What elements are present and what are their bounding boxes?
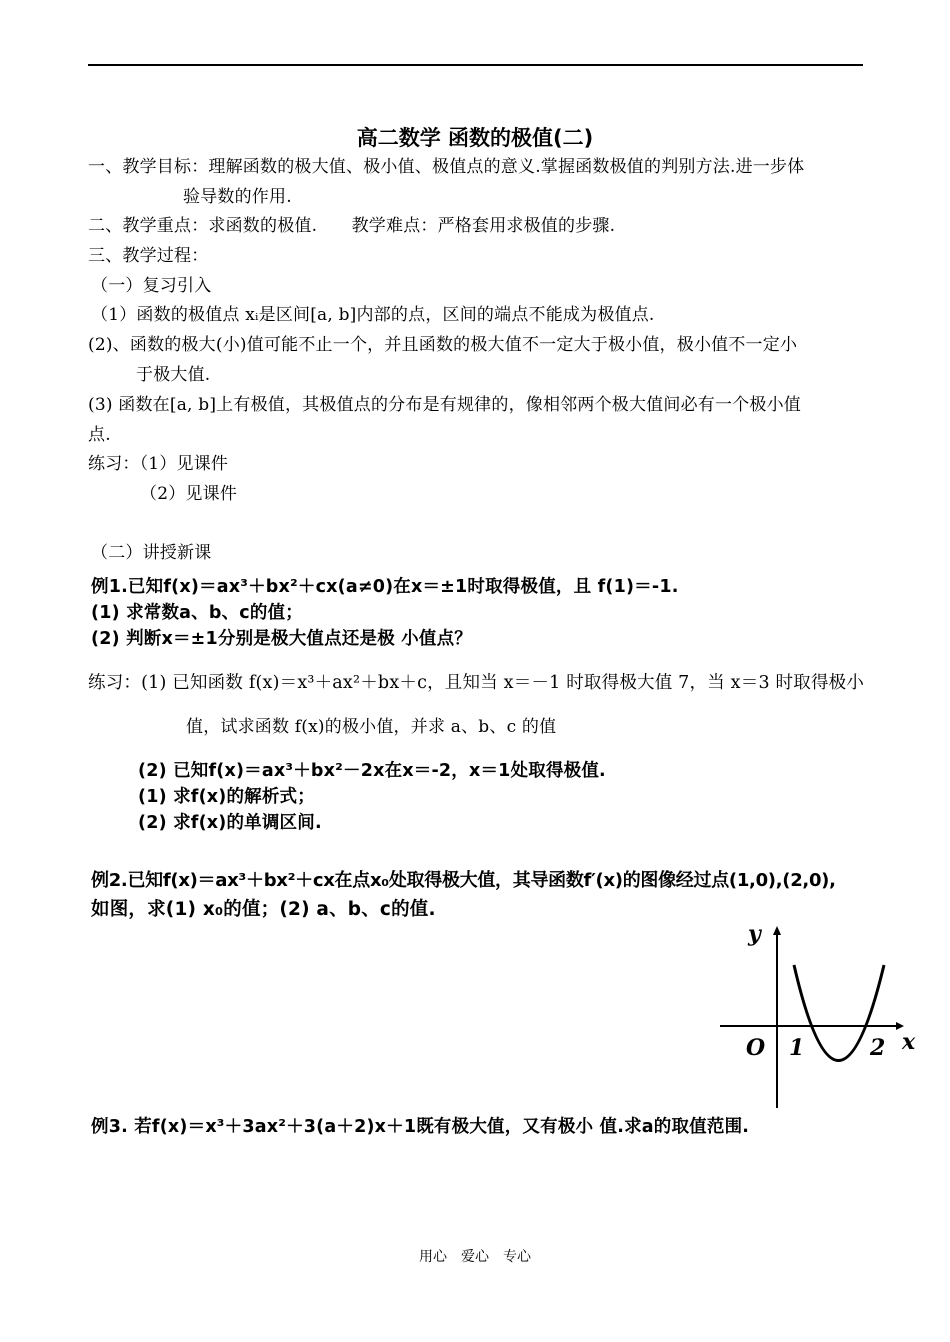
- example-1-line-1: 例1.已知f(x)＝ax³＋bx²＋cx(a≠0)在x＝±1时取得极值，且 f(1)＝-1.: [91, 577, 679, 597]
- process-heading: 三、教学过程：: [88, 246, 209, 266]
- key-points: 二、教学重点：求函数的极值. 教学难点：严格套用求极值的步骤.: [88, 216, 616, 236]
- review-point-3-line-2: 点.: [88, 425, 111, 445]
- example-1-line-2: (1) 求常数a、b、c的值；: [91, 603, 303, 623]
- y-axis-label: y: [748, 921, 761, 947]
- example-2-line-1: 例2.已知f(x)＝ax³＋bx²＋cx在点x₀处取得极大值，其导函数f′(x)的图像经过点(1,0),(2,0),: [91, 870, 836, 891]
- tick-label-2: 2: [870, 1035, 886, 1061]
- derivative-graph: [716, 918, 926, 1113]
- x-axis-label: x: [902, 1029, 916, 1055]
- practice-b-line-1: (2) 已知f(x)＝ax³＋bx²－2x在x＝-2，x＝1处取得极值.: [138, 761, 606, 781]
- review-point-2-line-2: 于极大值.: [136, 365, 211, 385]
- example-3: 例3. 若f(x)＝x³＋3ax²＋3(a＋2)x＋1既有极大值，又有极小 值.求a的取值范围.: [91, 1117, 750, 1137]
- practice-2: （2）见课件: [140, 484, 238, 504]
- page-title: 高二数学 函数的极值(二): [356, 126, 594, 150]
- practice-a-line-2: 值，试求函数 f(x)的极小值，并求 a、b、c 的值: [186, 717, 557, 737]
- review-point-2-line-1: (2)、函数的极大(小)值可能不止一个，并且函数的极大值不一定大于极小值，极小值不一定小: [88, 335, 798, 355]
- review-point-1: （1）函数的极值点 xᵢ是区间[a, b]内部的点，区间的端点不能成为极值点.: [91, 305, 655, 325]
- tick-label-1: 1: [789, 1035, 805, 1061]
- example-2-line-2: 如图，求(1) x₀的值；(2) a、b、c的值.: [91, 899, 436, 920]
- y-axis-arrow: [773, 926, 781, 935]
- header-rule: [88, 64, 863, 66]
- practice-b-line-2: (1) 求f(x)的解析式；: [138, 787, 315, 807]
- objectives-line-1: 一、教学目标：理解函数的极大值、极小值、极值点的意义.掌握函数极值的判别方法.进一步体: [88, 157, 805, 177]
- page-footer: 用心 爱心 专心: [419, 1249, 531, 1265]
- review-point-3-line-1: (3) 函数在[a, b]上有极值，其极值点的分布是有规律的，像相邻两个极大值间必有一个极小值: [88, 395, 801, 415]
- practice-b-line-3: (2) 求f(x)的单调区间.: [138, 813, 322, 833]
- practice-1: 练习：（1）见课件: [88, 454, 229, 474]
- objectives-line-2: 验导数的作用.: [183, 187, 292, 207]
- practice-a-line-1: 练习：(1) 已知函数 f(x)＝x³＋ax²＋bx＋c，且知当 x＝－1 时取得极大值 7，当 x＝3 时取得极小: [88, 673, 865, 693]
- example-1-line-3: (2) 判断x＝±1分别是极大值点还是极 小值点？: [91, 629, 472, 649]
- origin-label: O: [746, 1035, 766, 1061]
- new-lesson-heading: （二）讲授新课: [91, 543, 212, 563]
- review-heading: （一）复习引入: [91, 276, 212, 296]
